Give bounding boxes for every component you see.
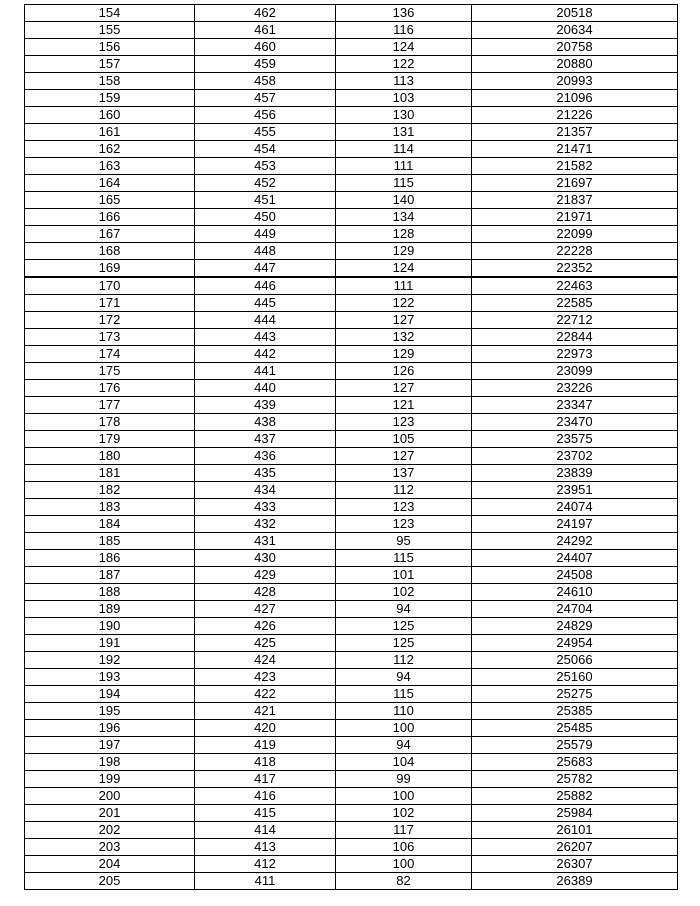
score-cell: 437 (195, 431, 336, 448)
score-cell: 447 (195, 260, 336, 278)
count-cell: 113 (336, 73, 472, 90)
rank-cell: 179 (25, 431, 195, 448)
table-row (25, 295, 678, 312)
cumulative-cell: 23347 (472, 397, 678, 414)
cumulative-cell: 21837 (472, 192, 678, 209)
count-cell: 131 (336, 124, 472, 141)
rank-cell: 202 (25, 822, 195, 839)
cumulative-cell: 25984 (472, 805, 678, 822)
table-row (25, 175, 678, 192)
table-row (25, 754, 678, 771)
cumulative-cell: 25160 (472, 669, 678, 686)
cumulative-cell: 25882 (472, 788, 678, 805)
table-row (25, 329, 678, 346)
rank-cell: 190 (25, 618, 195, 635)
data-table (24, 4, 678, 890)
cumulative-cell: 25782 (472, 771, 678, 788)
cumulative-cell: 22712 (472, 312, 678, 329)
rank-cell: 164 (25, 175, 195, 192)
table-row (25, 397, 678, 414)
score-cell: 444 (195, 312, 336, 329)
cumulative-cell: 24292 (472, 533, 678, 550)
rank-cell: 188 (25, 584, 195, 601)
score-cell: 427 (195, 601, 336, 618)
score-cell: 433 (195, 499, 336, 516)
rank-cell: 175 (25, 363, 195, 380)
count-cell: 137 (336, 465, 472, 482)
cumulative-cell: 24954 (472, 635, 678, 652)
count-cell: 116 (336, 22, 472, 39)
rank-cell: 171 (25, 295, 195, 312)
score-cell: 441 (195, 363, 336, 380)
table-row (25, 346, 678, 363)
count-cell: 112 (336, 652, 472, 669)
score-cell: 418 (195, 754, 336, 771)
score-cell: 442 (195, 346, 336, 363)
table-row (25, 873, 678, 890)
cumulative-cell: 20758 (472, 39, 678, 56)
count-cell: 122 (336, 295, 472, 312)
cumulative-cell: 26101 (472, 822, 678, 839)
table-row (25, 56, 678, 73)
count-cell: 121 (336, 397, 472, 414)
score-cell: 452 (195, 175, 336, 192)
table-row (25, 839, 678, 856)
count-cell: 95 (336, 533, 472, 550)
count-cell: 124 (336, 39, 472, 56)
count-cell: 125 (336, 618, 472, 635)
cumulative-cell: 25066 (472, 652, 678, 669)
rank-cell: 193 (25, 669, 195, 686)
score-cell: 425 (195, 635, 336, 652)
cumulative-cell: 21582 (472, 158, 678, 175)
table-row (25, 243, 678, 260)
rank-cell: 170 (25, 277, 195, 295)
count-cell: 111 (336, 277, 472, 295)
score-cell: 445 (195, 295, 336, 312)
table-row (25, 635, 678, 652)
cumulative-cell: 24197 (472, 516, 678, 533)
table-row (25, 380, 678, 397)
score-cell: 414 (195, 822, 336, 839)
count-cell: 136 (336, 5, 472, 22)
count-cell: 140 (336, 192, 472, 209)
table-row (25, 652, 678, 669)
rank-cell: 191 (25, 635, 195, 652)
count-cell: 102 (336, 805, 472, 822)
score-cell: 417 (195, 771, 336, 788)
cumulative-cell: 26389 (472, 873, 678, 890)
table-row (25, 703, 678, 720)
count-cell: 127 (336, 380, 472, 397)
score-cell: 431 (195, 533, 336, 550)
rank-cell: 182 (25, 482, 195, 499)
table-row (25, 720, 678, 737)
cumulative-cell: 23099 (472, 363, 678, 380)
score-cell: 459 (195, 56, 336, 73)
count-cell: 123 (336, 499, 472, 516)
score-cell: 438 (195, 414, 336, 431)
score-cell: 430 (195, 550, 336, 567)
table-row (25, 686, 678, 703)
rank-cell: 167 (25, 226, 195, 243)
score-cell: 454 (195, 141, 336, 158)
cumulative-cell: 23839 (472, 465, 678, 482)
table-row (25, 550, 678, 567)
count-cell: 128 (336, 226, 472, 243)
count-cell: 102 (336, 584, 472, 601)
rank-cell: 163 (25, 158, 195, 175)
count-cell: 130 (336, 107, 472, 124)
rank-cell: 196 (25, 720, 195, 737)
cumulative-cell: 21697 (472, 175, 678, 192)
score-cell: 439 (195, 397, 336, 414)
count-cell: 94 (336, 669, 472, 686)
cumulative-cell: 24610 (472, 584, 678, 601)
rank-cell: 203 (25, 839, 195, 856)
table-row (25, 771, 678, 788)
score-cell: 413 (195, 839, 336, 856)
table-body (25, 5, 678, 890)
count-cell: 101 (336, 567, 472, 584)
score-cell: 416 (195, 788, 336, 805)
count-cell: 125 (336, 635, 472, 652)
count-cell: 100 (336, 856, 472, 873)
score-cell: 461 (195, 22, 336, 39)
rank-cell: 177 (25, 397, 195, 414)
cumulative-cell: 22844 (472, 329, 678, 346)
table-row (25, 533, 678, 550)
table-row (25, 822, 678, 839)
cumulative-cell: 22463 (472, 277, 678, 295)
rank-cell: 199 (25, 771, 195, 788)
cumulative-cell: 22228 (472, 243, 678, 260)
cumulative-cell: 22973 (472, 346, 678, 363)
table-row (25, 431, 678, 448)
cumulative-cell: 24074 (472, 499, 678, 516)
score-cell: 440 (195, 380, 336, 397)
cumulative-cell: 24407 (472, 550, 678, 567)
count-cell: 104 (336, 754, 472, 771)
count-cell: 123 (336, 516, 472, 533)
count-cell: 112 (336, 482, 472, 499)
score-cell: 460 (195, 39, 336, 56)
score-cell: 422 (195, 686, 336, 703)
rank-cell: 169 (25, 260, 195, 278)
score-cell: 450 (195, 209, 336, 226)
cumulative-cell: 22585 (472, 295, 678, 312)
rank-cell: 204 (25, 856, 195, 873)
cumulative-cell: 22099 (472, 226, 678, 243)
cumulative-cell: 24704 (472, 601, 678, 618)
score-cell: 415 (195, 805, 336, 822)
table-row (25, 226, 678, 243)
rank-cell: 181 (25, 465, 195, 482)
score-cell: 457 (195, 90, 336, 107)
rank-cell: 200 (25, 788, 195, 805)
score-cell: 446 (195, 277, 336, 295)
rank-cell: 185 (25, 533, 195, 550)
rank-cell: 155 (25, 22, 195, 39)
count-cell: 127 (336, 448, 472, 465)
rank-cell: 198 (25, 754, 195, 771)
table-row (25, 448, 678, 465)
table-row (25, 601, 678, 618)
cumulative-cell: 25275 (472, 686, 678, 703)
score-cell: 458 (195, 73, 336, 90)
table-row (25, 141, 678, 158)
count-cell: 94 (336, 601, 472, 618)
count-cell: 105 (336, 431, 472, 448)
table-row (25, 158, 678, 175)
count-cell: 111 (336, 158, 472, 175)
score-cell: 420 (195, 720, 336, 737)
cumulative-cell: 23951 (472, 482, 678, 499)
cumulative-cell: 21357 (472, 124, 678, 141)
cumulative-cell: 25485 (472, 720, 678, 737)
table-row (25, 192, 678, 209)
cumulative-cell: 25683 (472, 754, 678, 771)
table-row (25, 5, 678, 22)
cumulative-cell: 26207 (472, 839, 678, 856)
rank-cell: 159 (25, 90, 195, 107)
score-cell: 426 (195, 618, 336, 635)
rank-cell: 197 (25, 737, 195, 754)
cumulative-cell: 21226 (472, 107, 678, 124)
score-cell: 429 (195, 567, 336, 584)
table-row (25, 584, 678, 601)
count-cell: 115 (336, 175, 472, 192)
table-row (25, 107, 678, 124)
score-cell: 428 (195, 584, 336, 601)
rank-cell: 168 (25, 243, 195, 260)
rank-cell: 186 (25, 550, 195, 567)
count-cell: 127 (336, 312, 472, 329)
score-cell: 443 (195, 329, 336, 346)
score-cell: 412 (195, 856, 336, 873)
count-cell: 103 (336, 90, 472, 107)
table-row (25, 277, 678, 295)
table-row (25, 465, 678, 482)
table-row (25, 73, 678, 90)
score-cell: 434 (195, 482, 336, 499)
count-cell: 110 (336, 703, 472, 720)
table-row (25, 209, 678, 226)
cumulative-cell: 23702 (472, 448, 678, 465)
rank-cell: 184 (25, 516, 195, 533)
rank-cell: 173 (25, 329, 195, 346)
score-cell: 421 (195, 703, 336, 720)
rank-cell: 172 (25, 312, 195, 329)
count-cell: 99 (336, 771, 472, 788)
table-row (25, 516, 678, 533)
cumulative-cell: 21971 (472, 209, 678, 226)
score-cell: 424 (195, 652, 336, 669)
score-cell: 436 (195, 448, 336, 465)
cumulative-cell: 22352 (472, 260, 678, 278)
rank-cell: 157 (25, 56, 195, 73)
count-cell: 134 (336, 209, 472, 226)
cumulative-cell: 25385 (472, 703, 678, 720)
rank-cell: 178 (25, 414, 195, 431)
count-cell: 117 (336, 822, 472, 839)
score-cell: 456 (195, 107, 336, 124)
count-cell: 126 (336, 363, 472, 380)
score-cell: 449 (195, 226, 336, 243)
score-cell: 455 (195, 124, 336, 141)
rank-cell: 189 (25, 601, 195, 618)
count-cell: 123 (336, 414, 472, 431)
rank-cell: 180 (25, 448, 195, 465)
table-row (25, 618, 678, 635)
score-cell: 419 (195, 737, 336, 754)
table-row (25, 39, 678, 56)
count-cell: 129 (336, 346, 472, 363)
score-cell: 435 (195, 465, 336, 482)
count-cell: 122 (336, 56, 472, 73)
cumulative-cell: 23575 (472, 431, 678, 448)
cumulative-cell: 24508 (472, 567, 678, 584)
rank-cell: 166 (25, 209, 195, 226)
table-row (25, 788, 678, 805)
rank-cell: 187 (25, 567, 195, 584)
table-row (25, 737, 678, 754)
cumulative-cell: 25579 (472, 737, 678, 754)
rank-cell: 156 (25, 39, 195, 56)
table-row (25, 567, 678, 584)
table-row (25, 260, 678, 278)
rank-cell: 161 (25, 124, 195, 141)
count-cell: 94 (336, 737, 472, 754)
count-cell: 115 (336, 686, 472, 703)
count-cell: 132 (336, 329, 472, 346)
rank-cell: 192 (25, 652, 195, 669)
rank-cell: 194 (25, 686, 195, 703)
count-cell: 106 (336, 839, 472, 856)
rank-cell: 201 (25, 805, 195, 822)
rank-cell: 162 (25, 141, 195, 158)
table-row (25, 499, 678, 516)
score-cell: 451 (195, 192, 336, 209)
cumulative-cell: 23226 (472, 380, 678, 397)
score-cell: 448 (195, 243, 336, 260)
score-cell: 432 (195, 516, 336, 533)
rank-cell: 183 (25, 499, 195, 516)
table-row (25, 124, 678, 141)
table-row (25, 312, 678, 329)
table-row (25, 482, 678, 499)
count-cell: 82 (336, 873, 472, 890)
rank-cell: 154 (25, 5, 195, 22)
table-row (25, 363, 678, 380)
rank-cell: 165 (25, 192, 195, 209)
score-cell: 453 (195, 158, 336, 175)
cumulative-cell: 26307 (472, 856, 678, 873)
count-cell: 100 (336, 720, 472, 737)
score-cell: 462 (195, 5, 336, 22)
table-row (25, 22, 678, 39)
rank-cell: 160 (25, 107, 195, 124)
rank-cell: 205 (25, 873, 195, 890)
cumulative-cell: 24829 (472, 618, 678, 635)
rank-cell: 176 (25, 380, 195, 397)
count-cell: 124 (336, 260, 472, 278)
count-cell: 115 (336, 550, 472, 567)
cumulative-cell: 23470 (472, 414, 678, 431)
cumulative-cell: 20634 (472, 22, 678, 39)
rank-cell: 158 (25, 73, 195, 90)
count-cell: 114 (336, 141, 472, 158)
data-table-container (24, 4, 677, 890)
score-cell: 423 (195, 669, 336, 686)
table-row (25, 856, 678, 873)
cumulative-cell: 21096 (472, 90, 678, 107)
cumulative-cell: 20880 (472, 56, 678, 73)
cumulative-cell: 20993 (472, 73, 678, 90)
count-cell: 100 (336, 788, 472, 805)
cumulative-cell: 20518 (472, 5, 678, 22)
table-row (25, 90, 678, 107)
rank-cell: 174 (25, 346, 195, 363)
cumulative-cell: 21471 (472, 141, 678, 158)
table-row (25, 414, 678, 431)
table-row (25, 805, 678, 822)
rank-cell: 195 (25, 703, 195, 720)
count-cell: 129 (336, 243, 472, 260)
table-row (25, 669, 678, 686)
score-cell: 411 (195, 873, 336, 890)
